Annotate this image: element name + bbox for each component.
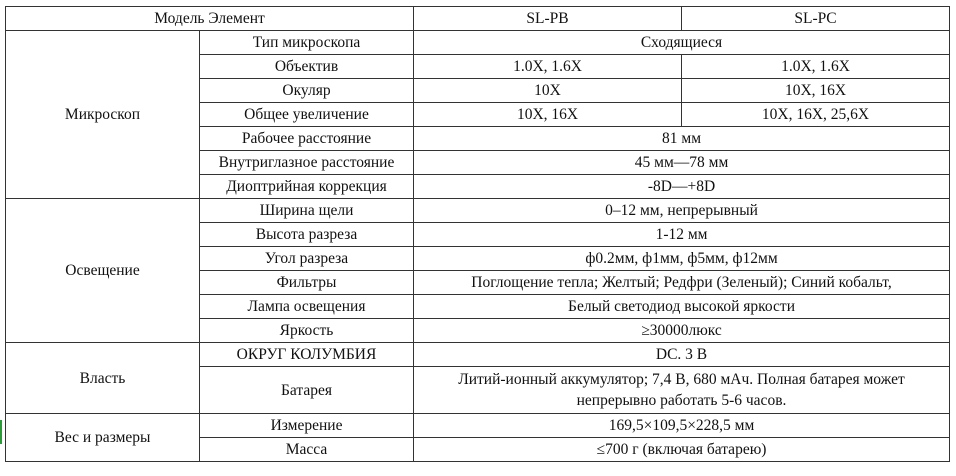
row-value-pb: 1.0X, 1.6X xyxy=(414,55,682,79)
group-illumination: Освещение xyxy=(6,199,200,343)
model-pc-header: SL-PC xyxy=(682,7,950,31)
model-element-header: Модель Элемент xyxy=(6,7,414,31)
row-value: Поглощение тепла; Желтый; Редфри (Зеленый); Синий кобальт, xyxy=(414,271,950,295)
group-weight-size: Вес и размеры xyxy=(6,414,200,462)
row-value-pc: 1.0X, 1.6X xyxy=(682,55,950,79)
row-label: Измерение xyxy=(200,414,414,438)
row-value-pb: 10X xyxy=(414,79,682,103)
row-value: ≥30000люкс xyxy=(414,319,950,343)
row-value: 81 мм xyxy=(414,127,950,151)
spec-table xyxy=(5,6,950,462)
table-row xyxy=(6,343,950,367)
cell-selection-marker xyxy=(0,420,2,444)
row-label: Лампа освещения xyxy=(200,295,414,319)
row-label: Масса xyxy=(200,438,414,462)
row-value: DC. 3 В xyxy=(414,343,950,367)
row-value: ф0.2мм, ф1мм, ф5мм, ф12мм xyxy=(414,247,950,271)
row-value-pc: 10X, 16X, 25,6X xyxy=(682,103,950,127)
header-row xyxy=(6,7,950,31)
row-value: Литий-ионный аккумулятор; 7,4 В, 680 мАч. Полная батарея может непрерывно работать 5-6 часов. xyxy=(414,367,950,414)
group-microscope: Микроскоп xyxy=(6,31,200,199)
row-value: ≤700 г (включая батарею) xyxy=(414,438,950,462)
row-value: Сходящиеся xyxy=(414,31,950,55)
row-label: Угол разреза xyxy=(200,247,414,271)
row-label: ОКРУГ КОЛУМБИЯ xyxy=(200,343,414,367)
row-label: Объектив xyxy=(200,55,414,79)
row-value: 0–12 мм, непрерывный xyxy=(414,199,950,223)
row-label: Окуляр xyxy=(200,79,414,103)
row-value-pb: 10X, 16X xyxy=(414,103,682,127)
row-label: Высота разреза xyxy=(200,223,414,247)
row-label: Фильтры xyxy=(200,271,414,295)
group-power: Власть xyxy=(6,343,200,414)
row-value: -8D—+8D xyxy=(414,175,950,199)
row-label: Рабочее расстояние xyxy=(200,127,414,151)
table-row xyxy=(6,31,950,55)
row-value: 45 мм—78 мм xyxy=(414,151,950,175)
row-label: Общее увеличение xyxy=(200,103,414,127)
row-label: Батарея xyxy=(200,367,414,414)
row-label: Диоптрийная коррекция xyxy=(200,175,414,199)
row-label: Яркость xyxy=(200,319,414,343)
row-value-pc: 10X, 16X xyxy=(682,79,950,103)
row-label: Тип микроскопа xyxy=(200,31,414,55)
row-label: Внутриглазное расстояние xyxy=(200,151,414,175)
row-value: Белый светодиод высокой яркости xyxy=(414,295,950,319)
row-value: 169,5×109,5×228,5 мм xyxy=(414,414,950,438)
table-row xyxy=(6,414,950,438)
table-row xyxy=(6,199,950,223)
model-pb-header: SL-PB xyxy=(414,7,682,31)
row-label: Ширина щели xyxy=(200,199,414,223)
row-value: 1-12 мм xyxy=(414,223,950,247)
